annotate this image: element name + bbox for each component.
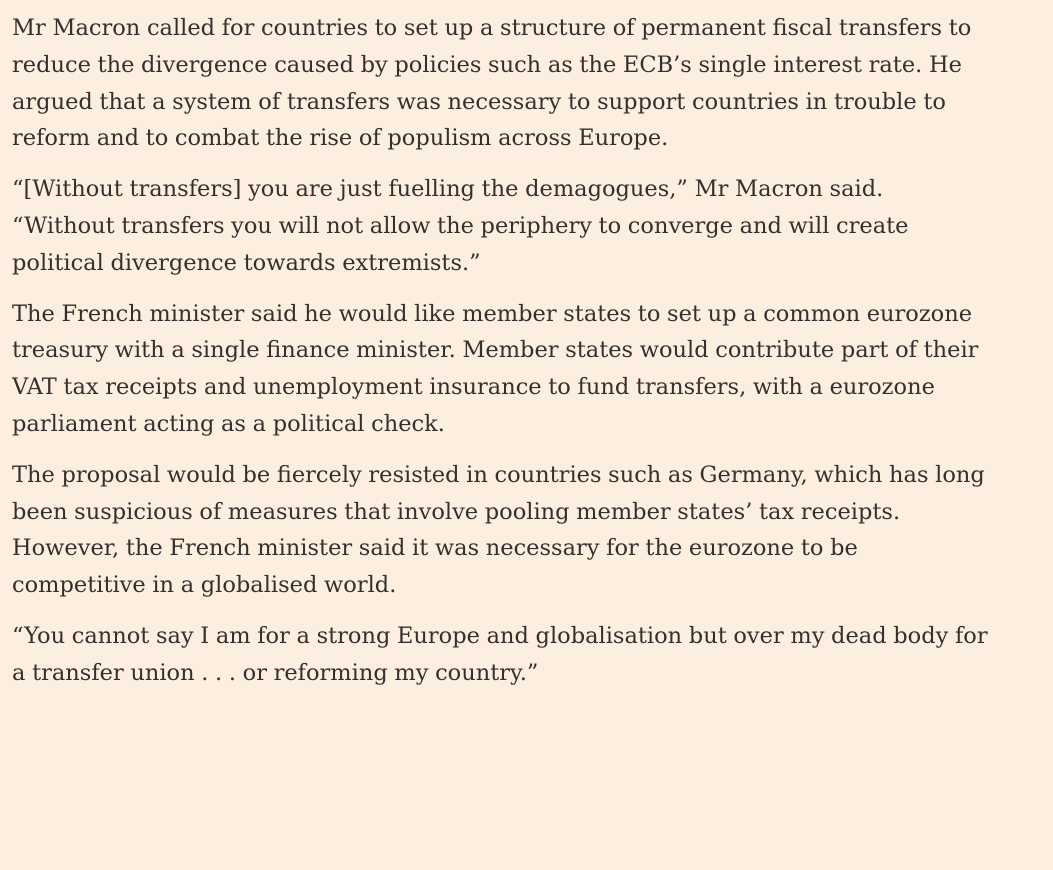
article-paragraph: Mr Macron called for countries to set up a structure of permanent fiscal transfers to reduce the divergence caused by policies such as the ECB’s single interest rate. He argued that a system of transfers was necessary to support countries in trouble to reform and to combat the rise of populism across Europe.	[12, 15, 972, 152]
article-paragraph: The French minister said he would like member states to set up a common eurozone treasury with a single finance minister. Member states would contribute part of their VAT tax receipts and unemployment insurance to fund transfers, with a eurozone parliament acting as a political check.	[12, 300, 979, 437]
article-paragraph: The proposal would be fiercely resisted in countries such as Germany, which has long been suspicious of measures that involve pooling member states’ tax receipts. However, the French minister said it was necessary for the eurozone to be competitive in a globalised world.	[12, 461, 985, 599]
article-paragraph: “You cannot say I am for a strong Europe and globalisation but over my dead body for a transfer union . . . or reforming my country.”	[12, 622, 988, 686]
article-paragraph: “[Without transfers] you are just fuelling the demagogues,” Mr Macron said. “Without transfers you will not allow the periphery to converge and will create political divergence towards extremists.”	[12, 176, 909, 276]
